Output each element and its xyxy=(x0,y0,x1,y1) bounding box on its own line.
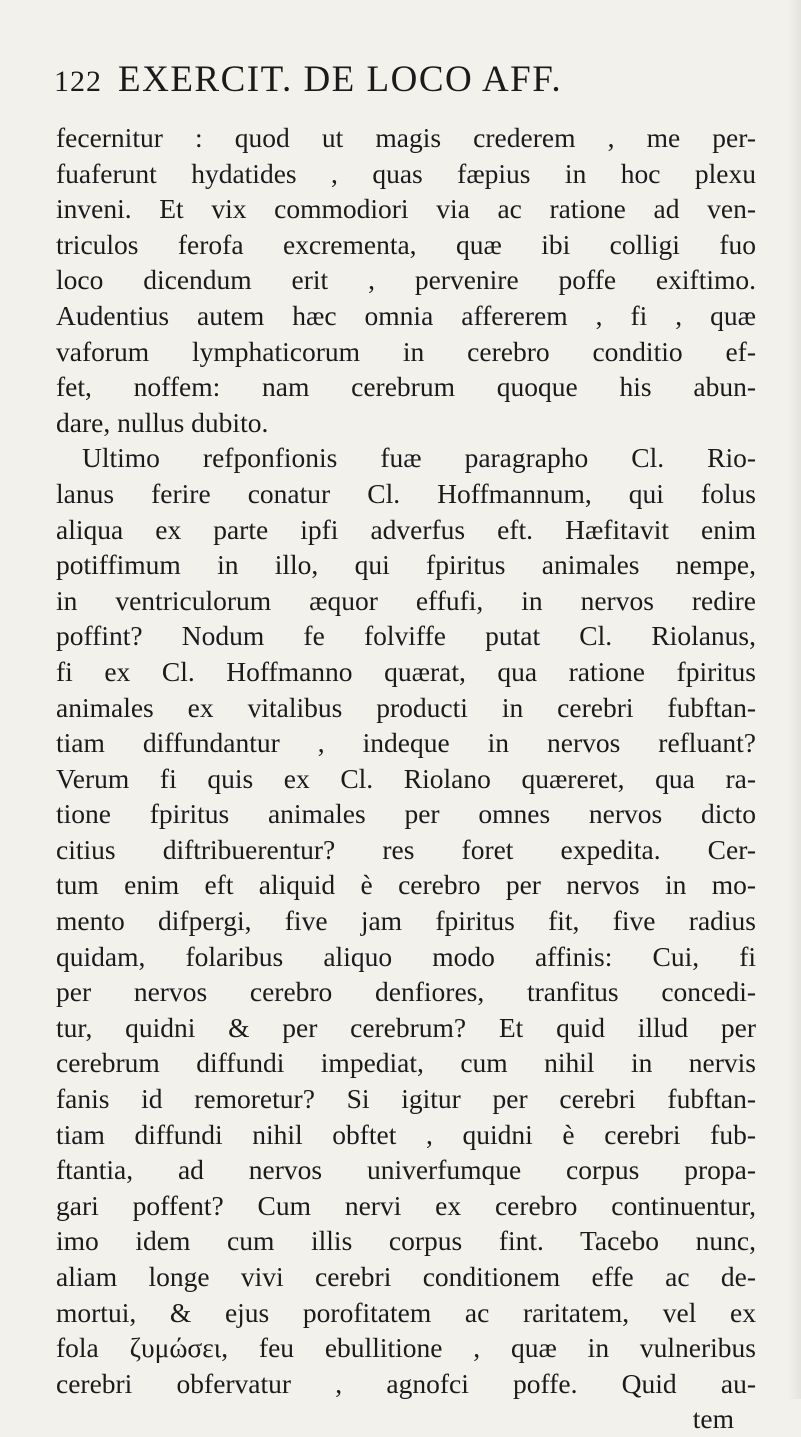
text-line: fi ex Cl. Hoffmanno quærat, qua ratione fpiritus xyxy=(56,655,756,687)
text-line: fola ζυμώσει, feu ebullitione , quæ in vulneribus xyxy=(56,1332,756,1364)
running-head: EXERCIT. DE LOCO AFF. xyxy=(118,59,563,100)
page-number: 122 xyxy=(54,65,102,98)
text-line: potiffimum in illo, qui fpiritus animales nempe, xyxy=(56,549,756,581)
text-line: Audentius autem hæc omnia affererem , fi , quæ xyxy=(56,299,756,331)
text-line: fanis id remoretur? Si igitur per cerebri fubftan- xyxy=(56,1083,756,1115)
text-line: ftantia, ad nervos univerfumque corpus propa- xyxy=(56,1154,756,1186)
text-line: aliqua ex parte ipfi adverfus eft. Hæfitavit enim xyxy=(56,513,756,545)
text-line: animales ex vitalibus producti in cerebri fubftan- xyxy=(56,691,756,723)
text-line: dare, nullus dubito. xyxy=(56,406,269,438)
text-line: tum enim eft aliquid è cerebro per nervos in mo- xyxy=(56,869,756,901)
text-line: tiam diffundantur , indeque in nervos refluant? xyxy=(56,727,756,759)
text-line: fuaferunt hydatides , quas fæpius in hoc plexu xyxy=(56,157,756,189)
text-line: cerebrum diffundi impediat, cum nihil in nervis xyxy=(56,1047,756,1079)
text-line: triculos ferofa excrementa, quæ ibi colligi fuo xyxy=(56,228,756,260)
text-line: Ultimo refponfionis fuæ paragrapho Cl. Rio- xyxy=(82,442,756,474)
text-line: in ventriculorum æquor effufi, in nervos redire xyxy=(56,584,756,616)
text-line: lanus ferire conatur Cl. Hoffmannum, qui folus xyxy=(56,477,756,509)
text-line: inveni. Et vix commodiori via ac ratione ad ven- xyxy=(56,193,756,225)
text-line: citius diftribuerentur? res foret expedita. Cer- xyxy=(56,833,756,865)
text-line: fecernitur : quod ut magis crederem , me per- xyxy=(56,122,756,153)
text-line: fet, noffem: nam cerebrum quoque his abun- xyxy=(56,371,756,403)
text-line: cerebri obfervatur , agnofci poffe. Quid au- xyxy=(56,1367,756,1399)
text-line: poffint? Nodum fe folviffe putat Cl. Riolanus, xyxy=(56,620,756,652)
text-line: quidam, folaribus aliquo modo affinis: Cui, fi xyxy=(56,940,756,972)
text-line: gari poffent? Cum nervi ex cerebro continuentur, xyxy=(56,1189,756,1221)
text-line: mortui, & ejus porofitatem ac raritatem, vel ex xyxy=(56,1296,756,1328)
text-line: tiam diffundi nihil obftet , quidni è cerebri fub- xyxy=(56,1118,756,1150)
page-header xyxy=(54,58,761,110)
text-line: tione fpiritus animales per omnes nervos dicto xyxy=(56,798,756,830)
text-line: aliam longe vivi cerebri conditionem effe ac de- xyxy=(56,1261,756,1292)
text-line: vaforum lymphaticorum in cerebro conditio ef- xyxy=(56,335,756,367)
text-line: Verum fi quis ex Cl. Riolano quæreret, qua ra- xyxy=(56,762,756,794)
text-line: loco dicendum erit , pervenire poffe exiftimo. xyxy=(56,264,756,296)
text-line: tur, quidni & per cerebrum? Et quid illud per xyxy=(56,1011,756,1043)
body-text xyxy=(56,120,761,1437)
text-line: imo idem cum illis corpus fint. Tacebo nunc, xyxy=(56,1225,756,1257)
page-edge-shadow xyxy=(787,0,801,1399)
text-line: mento difpergi, five jam fpiritus fit, five radius xyxy=(56,905,756,937)
text-line: per nervos cerebro denfiores, tranfitus concedi- xyxy=(56,976,756,1008)
catchword: tem xyxy=(692,1403,734,1435)
